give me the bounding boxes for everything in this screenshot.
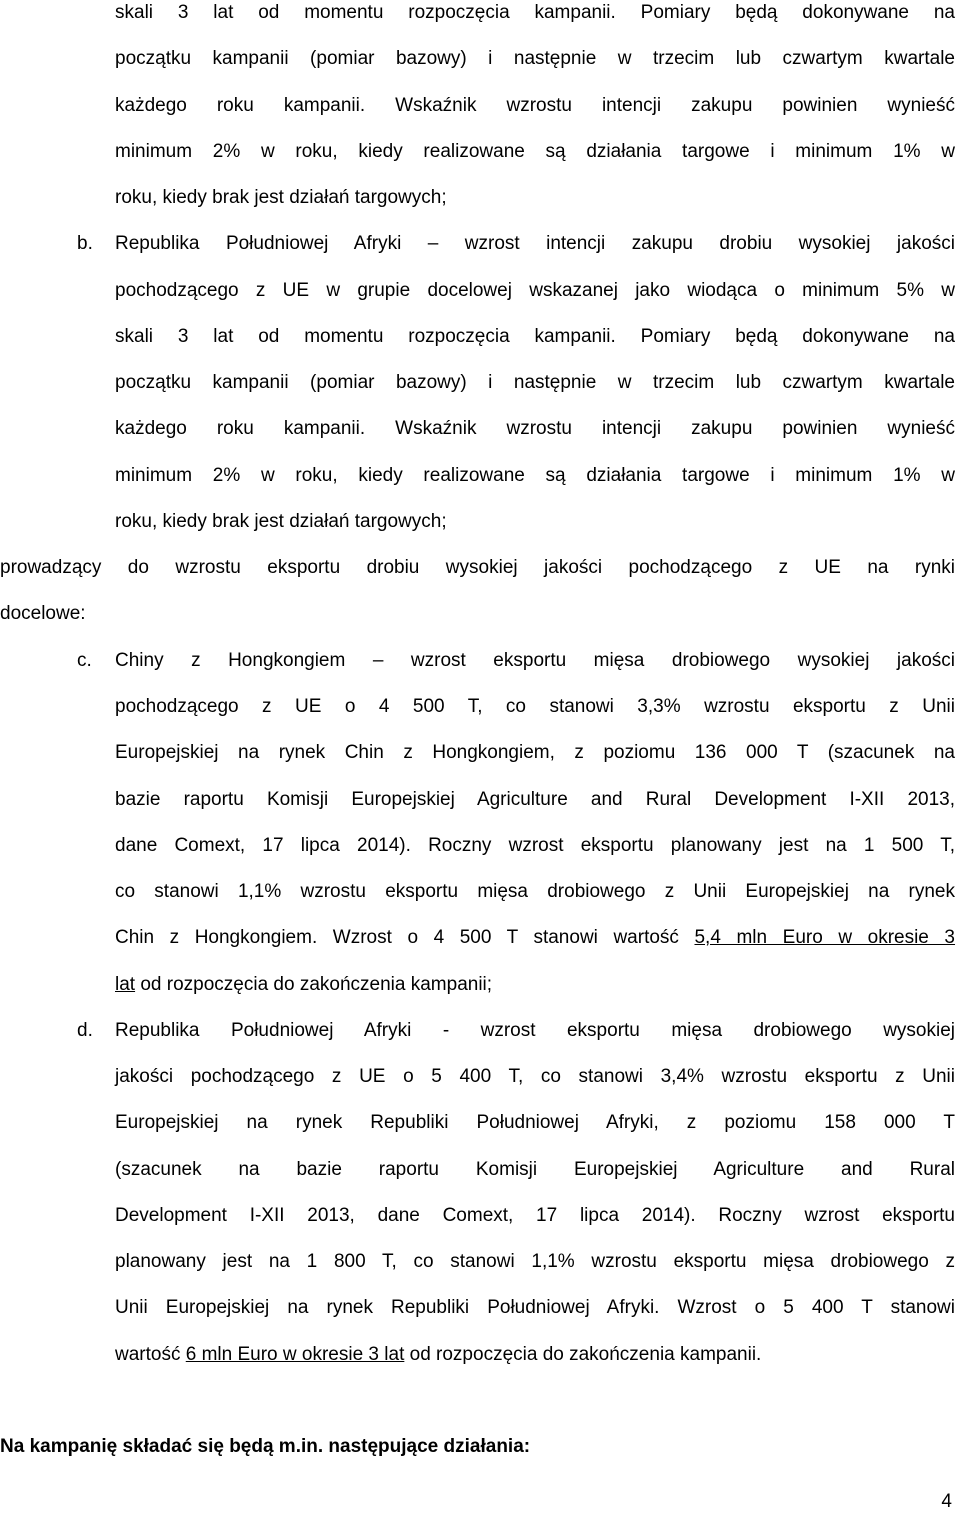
line-text: Europejskiej na rynek Republiki Południowej Afryki, z poziomu 158 000 T — [115, 1112, 955, 1134]
section-heading: Na kampanię składać się będą m.in. następujące działania: — [0, 1436, 531, 1458]
line-text: od rozpoczęcia do zakończenia kampanii; — [135, 973, 493, 995]
item-d-line — [0, 1100, 955, 1146]
item-b-line — [0, 314, 955, 360]
item-b-line — [0, 499, 955, 545]
line-text: wartość — [115, 1343, 186, 1365]
list-marker-b: b. — [77, 233, 93, 255]
blank-line — [0, 1378, 955, 1424]
line-text: prowadzący do wzrostu eksportu drobiu wysokiej jakości pochodzącego z UE na rynki — [0, 557, 955, 579]
line-text: Development I-XII 2013, dane Comext, 17 lipca 2014). Roczny wzrost eksportu — [115, 1204, 955, 1226]
line-text: Unii Europejskiej na rynek Republiki Południowej Afryki. Wzrost o 5 400 T stanowi — [115, 1297, 955, 1319]
intro-line — [0, 36, 955, 82]
page-number: 4 — [941, 1491, 952, 1512]
underlined-value: 6 mln Euro w okresie 3 lat — [185, 1343, 405, 1365]
item-c-line — [0, 823, 955, 869]
line-text: każdego roku kampanii. Wskaźnik wzrostu intencji zakupu powinien wynieść — [115, 418, 955, 440]
line-text: Republika Południowej Afryki – wzrost intencji zakupu drobiu wysokiej jakości — [115, 233, 955, 255]
line-text: Chiny z Hongkongiem – wzrost eksportu mięsa drobiowego wysokiej jakości — [115, 649, 955, 671]
line-text: Republika Południowej Afryki - wzrost eksportu mięsa drobiowego wysokiej — [115, 1019, 955, 1041]
line-text: Chin z Hongkongiem. Wzrost o 4 500 T stanowi wartość — [115, 927, 695, 949]
item-b-line — [0, 406, 955, 452]
line-text: Europejskiej na rynek Chin z Hongkongiem, z poziomu 136 000 T (szacunek na — [115, 742, 955, 764]
item-c-line — [0, 684, 955, 730]
item-d-first-line — [0, 1008, 955, 1054]
item-c-line — [0, 730, 955, 776]
lead-in-line — [0, 591, 955, 637]
line-text: skali 3 lat od momentu rozpoczęcia kampanii. Pomiary będą dokonywane na — [115, 325, 955, 347]
line-text: skali 3 lat od momentu rozpoczęcia kampanii. Pomiary będą dokonywane na — [115, 2, 955, 23]
item-c-line — [0, 869, 955, 915]
item-c-line — [0, 915, 955, 961]
line-text: co stanowi 1,1% wzrostu eksportu mięsa drobiowego z Unii Europejskiej na rynek — [115, 881, 955, 903]
intro-line — [0, 0, 955, 36]
item-d-line — [0, 1193, 955, 1239]
item-d-line — [0, 1054, 955, 1100]
underlined-value: 5,4 mln Euro w okresie 3 — [694, 927, 956, 949]
item-b-line — [0, 453, 955, 499]
line-text: roku, kiedy brak jest działań targowych; — [115, 510, 447, 532]
item-b-first-line — [0, 221, 955, 267]
line-text: roku, kiedy brak jest działań targowych; — [115, 187, 447, 209]
list-marker-c: c. — [77, 649, 92, 671]
item-b-line — [0, 268, 955, 314]
item-b-line — [0, 360, 955, 406]
line-text: planowany jest na 1 800 T, co stanowi 1,1% wzrostu eksportu mięsa drobiowego z — [115, 1251, 955, 1273]
intro-line — [0, 175, 955, 221]
line-text: od rozpoczęcia do zakończenia kampanii. — [404, 1343, 762, 1365]
underlined-value: lat — [115, 973, 136, 995]
line-text: minimum 2% w roku, kiedy realizowane są działania targowe i minimum 1% w — [115, 140, 955, 162]
line-text: początku kampanii (pomiar bazowy) i następnie w trzecim lub czwartym kwartale — [115, 48, 955, 70]
line-text: docelowe: — [0, 603, 86, 625]
intro-line — [0, 83, 955, 129]
line-text: pochodzącego z UE w grupie docelowej wskazanej jako wiodąca o minimum 5% w — [115, 279, 955, 301]
line-text: (szacunek na bazie raportu Komisji Europejskiej Agriculture and Rural — [115, 1158, 955, 1180]
lead-in-line — [0, 545, 955, 591]
item-d-line — [0, 1285, 955, 1331]
intro-line — [0, 129, 955, 175]
item-d-line — [0, 1147, 955, 1193]
line-text: pochodzącego z UE o 4 500 T, co stanowi 3,3% wzrostu eksportu z Unii — [115, 695, 955, 717]
line-text: minimum 2% w roku, kiedy realizowane są działania targowe i minimum 1% w — [115, 464, 955, 486]
line-text: dane Comext, 17 lipca 2014). Roczny wzrost eksportu planowany jest na 1 500 T, — [115, 834, 955, 856]
item-c-line — [0, 777, 955, 823]
item-d-line — [0, 1239, 955, 1285]
line-text: jakości pochodzącego z UE o 5 400 T, co stanowi 3,4% wzrostu eksportu z Unii — [115, 1066, 955, 1088]
line-text: każdego roku kampanii. Wskaźnik wzrostu intencji zakupu powinien wynieść — [115, 94, 955, 116]
line-text: bazie raportu Komisji Europejskiej Agriculture and Rural Development I-XII 2013, — [115, 788, 955, 810]
item-d-line — [0, 1332, 955, 1378]
item-c-line — [0, 962, 955, 1008]
list-marker-d: d. — [77, 1019, 93, 1041]
item-c-first-line — [0, 638, 955, 684]
line-text: początku kampanii (pomiar bazowy) i następnie w trzecim lub czwartym kwartale — [115, 372, 955, 394]
